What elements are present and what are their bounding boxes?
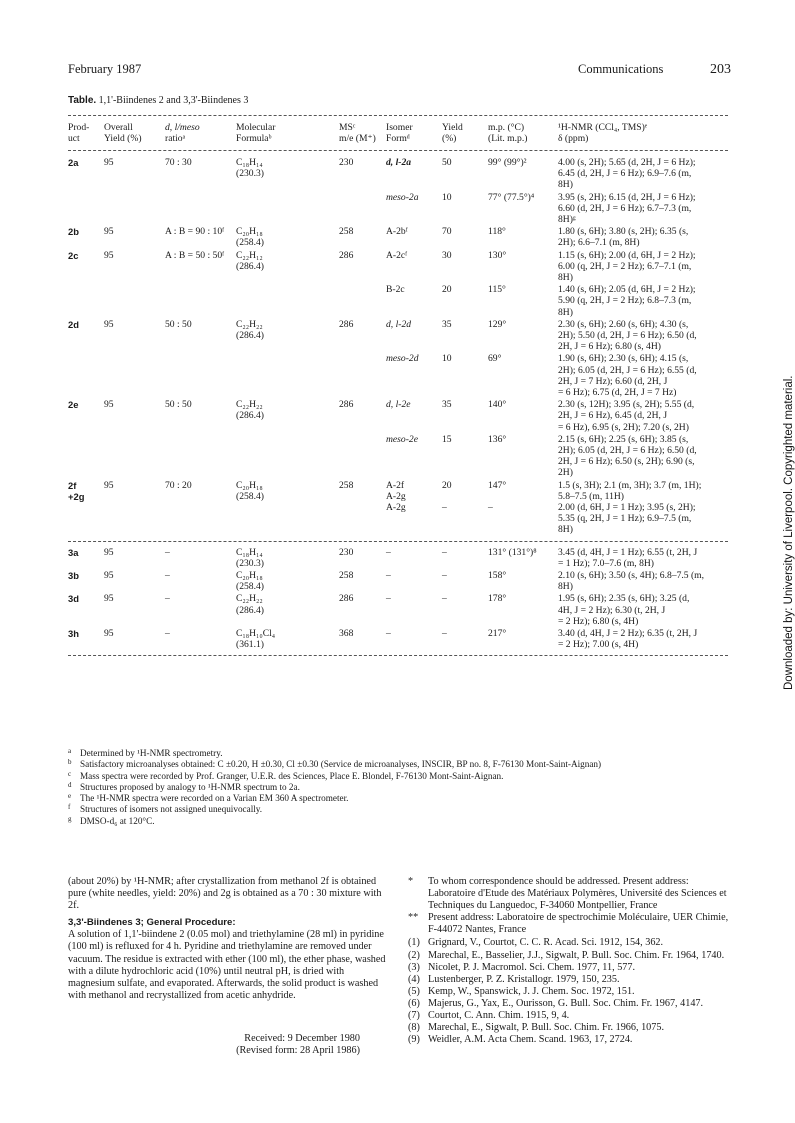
cell-nmr-0: 1.15 (s, 6H); 2.00 (d, 6H, J = 2 Hz); xyxy=(558,249,696,261)
cell-yield-0: – xyxy=(442,546,447,558)
footnote-text: DMSO-d₆ at 120°C. xyxy=(80,815,155,826)
header-product-1: Prod- xyxy=(68,122,90,133)
cell-ms: 368 xyxy=(339,628,354,639)
reference-item xyxy=(408,986,730,998)
reference-text: Marechal, E., Sigwalt, P. Bull. Soc. Chim. Fr. 1966, 1075. xyxy=(428,1022,665,1034)
right-column xyxy=(408,876,730,1046)
header-overall-yield-2: Yield (%) xyxy=(104,133,142,144)
cell-ratio: A : B = 90 : 10ᶠ xyxy=(165,226,225,238)
footnote-mark: b xyxy=(68,758,72,767)
table-footnotes xyxy=(68,748,728,827)
header-yield-1: Yield xyxy=(442,122,463,133)
reference-item xyxy=(408,962,730,974)
cell-yield-0: 10 xyxy=(442,191,452,203)
cell-isomer-0: A-2cᶠ xyxy=(386,249,408,261)
cell-nmr-1: = 1 Hz); 7.0–7.6 (m, 8H) xyxy=(558,557,655,569)
cell-yield-0: 35 xyxy=(442,318,452,330)
reference-item xyxy=(408,1010,730,1022)
header-mp-2: (Lit. m.p.) xyxy=(488,133,528,144)
cell-oy: 95 xyxy=(104,546,114,558)
cell-formula-1: (258.4) xyxy=(236,490,264,502)
reference-list xyxy=(408,937,730,1046)
cell-nmr-0: 1.95 (s, 6H); 2.35 (s, 6H); 3.25 (d, xyxy=(558,593,690,605)
cell-mp-0: 118° xyxy=(488,226,506,238)
cell-mp-0: 147° xyxy=(488,479,507,491)
header-ms-1: MSᶜ xyxy=(339,122,356,133)
page-header xyxy=(68,62,731,80)
cell-ms: 286 xyxy=(339,593,354,605)
footnote-mark: f xyxy=(68,803,71,812)
cell-yield-0: 10 xyxy=(442,353,452,365)
cell-prod: 2c xyxy=(68,249,79,261)
table-section-rule xyxy=(68,541,728,542)
left-column xyxy=(68,876,390,1002)
cell-oy: 95 xyxy=(104,249,114,261)
cell-nmr-2: 2.00 (d, 6H, J = 1 Hz); 3.95 (s, 2H); xyxy=(558,501,696,513)
cell-mp-0: 77° (77.5°)⁴ xyxy=(488,191,535,203)
cell-oy: 95 xyxy=(104,628,114,639)
cell-isomer-0: B-2c xyxy=(386,284,405,296)
section-name: Communications xyxy=(578,62,664,76)
cell-formula-1: (258.4) xyxy=(236,237,264,249)
cell-oy: 95 xyxy=(104,570,114,581)
header-isomer-2: Formᵈ xyxy=(386,133,410,144)
reference-number: (3) xyxy=(408,961,420,973)
reference-number: (9) xyxy=(408,1034,420,1046)
cell-prod: 2d xyxy=(68,318,79,330)
cell-isomer-0: d, l-2d xyxy=(386,318,412,330)
header-nmr-1: ¹H-NMR (CCl₄, TMS)ᵉ xyxy=(558,122,648,133)
cell-nmr-1: 4H, J = 2 Hz); 6.30 (t, 2H, J xyxy=(558,604,666,616)
cell-prod: 3a xyxy=(68,546,79,558)
reference-number: (6) xyxy=(408,997,420,1009)
cell-isomer-0: – xyxy=(386,570,391,581)
cell-nmr-2: 2H, J = 6 Hz); 6.50 (s, 2H); 6.90 (s, xyxy=(558,456,695,468)
cell-ms: 230 xyxy=(339,157,354,168)
cell-formula-0: C₂₀H₁₈ xyxy=(236,570,263,581)
footnote xyxy=(68,782,728,793)
cell-mp-0: 131° (131°)⁸ xyxy=(488,546,537,558)
cell-ratio: 70 : 30 xyxy=(165,157,192,168)
cell-mp-0: 217° xyxy=(488,628,507,639)
cell-yield-0: 20 xyxy=(442,284,452,296)
table-label: Table. xyxy=(68,95,97,106)
footnote-mark: d xyxy=(68,780,72,789)
cell-oy: 95 xyxy=(104,593,114,605)
header-mp-1: m.p. (°C) xyxy=(488,122,525,133)
cell-prod: 3d xyxy=(68,593,79,605)
table-header-rule xyxy=(68,150,728,151)
cell-ratio: 50 : 50 xyxy=(165,399,192,411)
cell-nmr-2: 8H) xyxy=(558,179,573,191)
footnote-text: Structures proposed by analogy to ¹H-NMR spectrum to 2a. xyxy=(80,781,300,792)
header-overall-yield-1: Overall xyxy=(104,122,133,133)
cell-ratio: – xyxy=(165,546,170,558)
cell-yield-0: – xyxy=(442,593,447,605)
header-ratio-2: ratioᵃ xyxy=(165,133,186,144)
reference-number: (4) xyxy=(408,973,420,985)
footnote-mark: g xyxy=(68,814,72,823)
cell-nmr-0: 3.40 (d, 4H, J = 2 Hz); 6.35 (t, 2H, J xyxy=(558,628,698,639)
journal-date: February 1987 xyxy=(68,62,142,76)
footnote-text: Satisfactory microanalyses obtained: C ±0.20, H ±0.30, Cl ±0.30 (Service de microanalyses, INSCIR, BP no. 8, F-76130 Mont-Saint-Aignan) xyxy=(80,759,602,770)
cell-prod: 3b xyxy=(68,570,79,581)
reference-item xyxy=(408,950,730,962)
cell-isomer-1: A-2g xyxy=(386,490,406,502)
cell-formula-0: C₂₂H₂₂ xyxy=(236,318,263,330)
reference-number: (7) xyxy=(408,1010,420,1022)
reference-number: (8) xyxy=(408,1022,420,1034)
cell-mp-0: 99° (99°)² xyxy=(488,157,527,168)
cell-nmr-0: 3.95 (s, 2H); 6.15 (d, 2H, J = 6 Hz); xyxy=(558,191,696,203)
cell-oy: 95 xyxy=(104,479,114,491)
cell-yield-0: 50 xyxy=(442,157,452,168)
cell-nmr-0: 4.00 (s, 2H); 5.65 (d, 2H, J = 6 Hz); xyxy=(558,157,696,168)
cell-formula-1: (361.1) xyxy=(236,639,264,651)
cell-mp-0: 130° xyxy=(488,249,507,261)
footnote xyxy=(68,748,728,759)
cell-nmr-1: 8H) xyxy=(558,581,573,593)
cell-ms: 286 xyxy=(339,318,354,330)
cell-prod: 2e xyxy=(68,399,79,411)
reference-text: Lustenberger, P. Z. Kristallogr. 1979, 150, 235. xyxy=(428,973,620,985)
cell-nmr-1: 6.60 (d, 2H, J = 6 Hz); 6.7–7.3 (m, xyxy=(558,202,692,214)
header-isomer-1: Isomer xyxy=(386,122,413,133)
cell-ratio: – xyxy=(165,593,170,605)
cell-oy: 95 xyxy=(104,318,114,330)
cell-isomer-0: A-2f xyxy=(386,479,405,491)
footnote xyxy=(68,804,728,815)
procedure-paragraph: A solution of 1,1'-biindene 2 (0.05 mol) and triethylamine (28 ml) in pyridine (100 ml) is refluxed for 4 h. Pyridine and triethylamine are removed under vacuum. The residue is extracted with ether (100 ml), the ether phase, washed with a dilute hydrochloric acid (10%) until neutral pH, is dried with magnesium sulfate, and evaporated. Afterwards, the solid product is washed with methanol and recrystallized from acetic anhydride. xyxy=(68,929,386,1001)
cell-mp-0: 69° xyxy=(488,353,502,365)
table-top-rule xyxy=(68,115,728,116)
cell-yield-0: 30 xyxy=(442,249,452,261)
cell-nmr-1: 2H); 6.6–7.1 (m, 8H) xyxy=(558,237,640,249)
cell-isomer-0: meso-2a xyxy=(386,191,419,203)
cell-formula-1: (286.4) xyxy=(236,410,264,422)
cell-nmr-0: 2.30 (s, 12H); 3.95 (s, 2H); 5.55 (d, xyxy=(558,399,695,411)
cell-oy: 95 xyxy=(104,157,114,168)
cell-formula-0: C₂₂H₁₂ xyxy=(236,249,263,261)
footnote-mark: a xyxy=(68,747,72,755)
footnote-text: Determined by ¹H-NMR spectrometry. xyxy=(80,748,223,758)
cell-nmr-0: 3.45 (d, 4H, J = 1 Hz); 6.55 (t, 2H, J xyxy=(558,546,698,558)
cell-yield-0: 20 xyxy=(442,479,452,491)
cell-formula-0: C₂₂H₂₂ xyxy=(236,399,263,411)
author-note xyxy=(408,876,730,912)
table-bottom-rule xyxy=(68,655,728,656)
footnote xyxy=(68,771,728,782)
cell-ms: 258 xyxy=(339,570,354,581)
cell-isomer-0: meso-2d xyxy=(386,353,419,365)
table-title xyxy=(68,95,248,106)
cell-isomer-2: A-2g xyxy=(386,501,406,513)
cell-yield-0: – xyxy=(442,570,447,581)
author-note-mark: * xyxy=(408,876,414,887)
cell-nmr-3: = 6 Hz); 6.75 (d, 2H, J = 7 Hz) xyxy=(558,386,677,398)
reference-item xyxy=(408,974,730,986)
cell-ratio: 70 : 20 xyxy=(165,479,192,491)
cell-nmr-1: 2H, J = 6 Hz), 6.45 (d, 2H, J xyxy=(558,410,668,422)
cell-nmr-1: 6.00 (q, 2H, J = 2 Hz); 6.7–7.1 (m, xyxy=(558,260,692,272)
cell-prod: 2b xyxy=(68,226,79,238)
cell-nmr-0: 1.40 (s, 6H); 2.05 (d, 6H, J = 2 Hz); xyxy=(558,284,696,296)
cell-nmr-1: 2H); 6.05 (d, 2H, J = 6 Hz); 6.55 (d, xyxy=(558,364,697,376)
cell-nmr-3: 5.35 (q, 2H, J = 1 Hz); 6.9–7.5 (m, xyxy=(558,513,692,525)
reference-text: Nicolet, P. J. Macromol. Sci. Chem. 1977, 11, 577. xyxy=(428,961,636,973)
footnote-text: Mass spectra were recorded by Prof. Granger, U.E.R. des Sciences, Place E. Blondel, F-76130 Mont-Saint-Aignan. xyxy=(80,770,504,781)
footnote xyxy=(68,816,728,827)
cell-mp-0: 136° xyxy=(488,433,507,445)
cell-yield-0: – xyxy=(442,628,447,639)
intro-paragraph: (about 20%) by ¹H-NMR; after crystallization from methanol 2f is obtained pure (white needles, yield: 20%) and 2g is obtained as a 70 : 30 mixture with 2f. xyxy=(68,876,382,912)
footnote-mark: c xyxy=(68,769,72,778)
reference-text: Kemp, W., Spanswick, J. J. Chem. Soc. 1972, 151. xyxy=(428,985,635,997)
cell-nmr-0: 2.10 (s, 6H); 3.50 (s, 4H); 6.8–7.5 (m, xyxy=(558,570,705,581)
cell-ratio: – xyxy=(165,570,170,581)
cell-nmr-0: 1.80 (s, 6H); 3.80 (s, 2H); 6.35 (s, xyxy=(558,226,689,238)
cell-isomer-0: d, l-2a xyxy=(386,157,412,168)
reference-item xyxy=(408,1022,730,1034)
cell-isomer-0: d, l-2e xyxy=(386,399,411,411)
cell-nmr-3: 2H) xyxy=(558,467,573,479)
cell-oy: 95 xyxy=(104,226,114,238)
cell-ms: 258 xyxy=(339,479,354,491)
cell-isomer-0: – xyxy=(386,593,391,605)
cell-nmr-2: 8H) xyxy=(558,306,573,318)
cell-formula-1: (286.4) xyxy=(236,260,264,272)
cell-nmr-2: 2H, J = 7 Hz); 6.60 (d, 2H, J xyxy=(558,375,668,387)
header-formula-2: Formulaᵇ xyxy=(236,133,272,144)
header-ratio-1: d, l/meso xyxy=(165,122,200,133)
procedure-heading: 3,3'-Biindenes 3; General Procedure: xyxy=(68,917,236,929)
cell-mp-0: 178° xyxy=(488,593,507,605)
cell-nmr-0: 2.30 (s, 6H); 2.60 (s, 6H); 4.30 (s, xyxy=(558,318,689,330)
footnote xyxy=(68,793,728,804)
footnote-text: Structures of isomers not assigned unequivocally. xyxy=(80,804,263,815)
cell-yield-2: – xyxy=(442,501,447,513)
cell-formula-0: C₂₀H₁₈ xyxy=(236,479,263,491)
cell-oy: 95 xyxy=(104,399,114,411)
table-caption: 1,1'-Biindenes 2 and 3,3'-Biindenes 3 xyxy=(98,95,249,106)
revised-date: (Revised form: 28 April 1986) xyxy=(236,1045,360,1057)
reference-item xyxy=(408,998,730,1010)
cell-formula-0: C₁₈H₁₀Cl₄ xyxy=(236,628,276,639)
header-nmr-2: δ (ppm) xyxy=(558,133,589,144)
header-formula-1: Molecular xyxy=(236,122,276,133)
cell-formula-1: (230.3) xyxy=(236,168,264,180)
cell-nmr-2: 8H) xyxy=(558,271,573,283)
reference-item xyxy=(408,1034,730,1046)
reference-text: Majerus, G., Yax, E., Ourisson, G. Bull. Soc. Chim. Fr. 1967, 4147. xyxy=(428,997,704,1009)
footnote-text: The ¹H-NMR spectra were recorded on a Varian EM 360 A spectrometer. xyxy=(80,793,349,804)
footnote-mark: e xyxy=(68,792,72,801)
cell-nmr-2: 8H)ᵍ xyxy=(558,213,576,225)
header-ms-2: m/e (M⁺) xyxy=(339,133,376,144)
cell-formula-0: C₁₈H₁₄ xyxy=(236,157,263,168)
cell-formula-0: C₂₂H₂₂ xyxy=(236,593,263,605)
reference-text: Marechal, E., Basselier, J.J., Sigwalt, P. Bull. Soc. Chim. Fr. 1964, 1740. xyxy=(428,949,725,961)
cell-nmr-0: 1.90 (s, 6H); 2.30 (s, 6H); 4.15 (s, xyxy=(558,353,689,365)
cell-nmr-0: 2.15 (s, 6H); 2.25 (s, 6H); 3.85 (s, xyxy=(558,433,689,445)
cell-ms: 286 xyxy=(339,249,354,261)
received-date: Received: 9 December 1980 xyxy=(244,1033,360,1044)
author-note-mark: ** xyxy=(408,912,419,924)
cell-ms: 230 xyxy=(339,546,354,558)
cell-isomer-0: A-2bᶠ xyxy=(386,226,408,238)
cell-nmr-1: 6.45 (d, 2H, J = 6 Hz); 6.9–7.6 (m, xyxy=(558,168,692,180)
cell-formula-1: (230.3) xyxy=(236,557,264,569)
cell-nmr-1: 2H); 5.50 (d, 2H, J = 6 Hz); 6.50 (d, xyxy=(558,329,697,341)
cell-formula-1: (258.4) xyxy=(236,581,264,593)
cell-isomer-0: – xyxy=(386,546,391,558)
cell-nmr-1: 5.90 (q, 2H, J = 2 Hz); 6.8–7.3 (m, xyxy=(558,295,692,307)
cell-nmr-1: = 2 Hz); 7.00 (s, 4H) xyxy=(558,639,639,651)
cell-nmr-4: 8H) xyxy=(558,524,573,536)
cell-mp-0: 129° xyxy=(488,318,507,330)
cell-nmr-0: 1.5 (s, 3H); 2.1 (m, 3H); 3.7 (m, 1H); xyxy=(558,479,702,491)
cell-formula-1: (286.4) xyxy=(236,329,264,341)
cell-ms: 258 xyxy=(339,226,354,238)
received-dates xyxy=(210,1033,360,1057)
author-note-text: To whom correspondence should be addressed. Present address: Laboratoire d'Etude des Matériaux Polymères, Université des Sciences et Techniques du Languedoc, F-34060 Montpellier, France xyxy=(428,876,727,912)
cell-nmr-2: = 6 Hz), 6.95 (s, 2H); 7.20 (s, 2H) xyxy=(558,421,689,433)
cell-prod: 2f +2g xyxy=(68,479,85,502)
reference-number: (1) xyxy=(408,937,420,949)
page-number: 203 xyxy=(710,62,731,77)
footnote xyxy=(68,759,728,770)
reference-item xyxy=(408,937,730,949)
author-note xyxy=(408,912,730,936)
cell-prod: 3h xyxy=(68,628,79,639)
author-note-text: Present address: Laboratoire de spectrochimie Moléculaire, UER Chimie, F-44072 Nantes, France xyxy=(428,912,729,936)
cell-ratio: 50 : 50 xyxy=(165,318,192,330)
header-product-2: uct xyxy=(68,133,80,144)
cell-mp-0: 158° xyxy=(488,570,507,581)
cell-yield-0: 15 xyxy=(442,433,452,445)
cell-yield-0: 70 xyxy=(442,226,452,238)
cell-ratio: – xyxy=(165,628,170,639)
download-watermark: Downloaded by: University of Liverpool. Copyrighted material. xyxy=(783,375,795,690)
cell-nmr-2: = 2 Hz); 6.80 (s, 4H) xyxy=(558,615,639,627)
reference-number: (5) xyxy=(408,985,420,997)
cell-nmr-2: 2H, J = 6 Hz); 6.80 (s, 4H) xyxy=(558,341,661,353)
cell-prod: 2a xyxy=(68,157,79,168)
cell-formula-0: C₂₀H₁₈ xyxy=(236,226,263,238)
cell-isomer-0: meso-2e xyxy=(386,433,418,445)
reference-text: Weidler, A.M. Acta Chem. Scand. 1963, 17, 2724. xyxy=(428,1034,633,1046)
cell-ratio: A : B = 50 : 50ᶠ xyxy=(165,249,225,261)
cell-yield-0: 35 xyxy=(442,399,452,411)
reference-text: Grignard, V., Courtot, C. C. R. Acad. Sci. 1912, 154, 362. xyxy=(428,937,664,949)
cell-mp-0: 115° xyxy=(488,284,506,296)
reference-number: (2) xyxy=(408,949,420,961)
reference-text: Courtot, C. Ann. Chim. 1915, 9, 4. xyxy=(428,1010,570,1022)
header-yield-2: (%) xyxy=(442,133,457,144)
cell-formula-0: C₁₈H₁₄ xyxy=(236,546,263,558)
cell-mp-0: 140° xyxy=(488,399,507,411)
cell-nmr-1: 2H); 6.05 (d, 2H, J = 6 Hz); 6.50 (d, xyxy=(558,444,697,456)
cell-formula-1: (286.4) xyxy=(236,604,264,616)
cell-mp-2: – xyxy=(488,501,493,513)
cell-nmr-1: 5.8–7.5 (m, 11H) xyxy=(558,490,624,502)
cell-ms: 286 xyxy=(339,399,354,411)
cell-isomer-0: – xyxy=(386,628,391,639)
